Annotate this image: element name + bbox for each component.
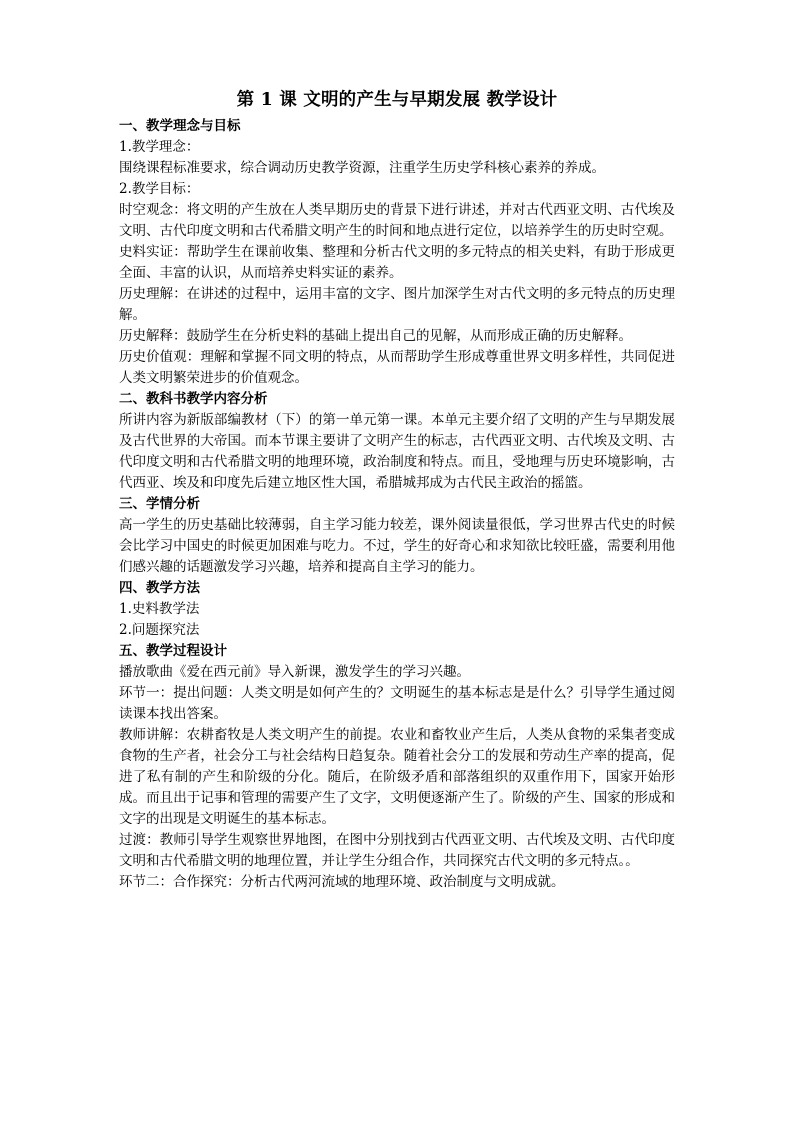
paragraph-teacher-explanation: 教师讲解：农耕畜牧是人类文明产生的前提。农业和畜牧业产生后，人类从食物的采集者变成食物的生产者，社会分工与社会结构日趋复杂。随着社会分工的发展和劳动生产率的提高，促进了私有制的产生和阶级的分化。随后，在阶级矛盾和部落组织的双重作用下，国家开始形成。而且出于记事和管理的需要产生了文字，文明便逐渐产生了。阶级的产生、国家的形成和文字的出现是文明诞生的基本标志。	[119, 727, 675, 827]
paragraph-intro-song: 播放歌曲《爱在西元前》导入新课，激发学生的学习兴趣。	[119, 664, 470, 680]
paragraph-teaching-goals-label: 2.教学目标：	[119, 181, 200, 197]
document-body	[119, 88, 675, 893]
paragraph-step-two: 环节二：合作探究：分析古代两河流域的地理环境、政治制度与文明成就。	[119, 874, 565, 890]
paragraph-understanding: 历史理解：在讲述的过程中，运用丰富的文字、图片加深学生对古代文明的多元特点的历史理解。	[119, 286, 675, 323]
paragraph-evidence: 史料实证：帮助学生在课前收集、整理和分析古代文明的多元特点的相关史料，有助于形成更全面、丰富的认识，从而培养史料实证的素养。	[119, 244, 675, 281]
section-heading-1: 一、教学理念与目标	[119, 118, 241, 134]
paragraph-teaching-philosophy: 围绕课程标准要求，综合调动历史教学资源，注重学生历史学科核心素养的养成。	[119, 160, 605, 176]
paragraph-method-2: 2.问题探究法	[119, 622, 200, 638]
paragraph-explanation: 历史解释：鼓励学生在分析史料的基础上提出自己的见解，从而形成正确的历史解释。	[119, 328, 632, 344]
page-title: 第 1 课 文明的产生与早期发展 教学设计	[236, 90, 558, 110]
paragraph-transition: 过渡：教师引导学生观察世界地图，在图中分别找到古代西亚文明、古代埃及文明、古代印度文明和古代希腊文明的地理位置，并让学生分组合作，共同探究古代文明的多元特点。。	[119, 832, 675, 869]
paragraph-content-analysis: 所讲内容为新版部编教材（下）的第一单元第一课。本单元主要介绍了文明的产生与早期发展及古代世界的大帝国。而本节课主要讲了文明产生的标志，古代西亚文明、古代埃及文明、古代印度文明和古代希腊文明的地理环境，政治制度和特点。而且，受地理与历史环境影响，古代西亚、埃及和印度先后建立地区性大国，希腊城邦成为古代民主政治的摇篮。	[119, 412, 675, 491]
section-heading-5: 五、教学过程设计	[119, 643, 227, 659]
paragraph-teaching-philosophy-label: 1.教学理念：	[119, 139, 200, 155]
paragraph-step-one: 环节一：提出问题：人类文明是如何产生的？文明诞生的基本标志是是什么？引导学生通过阅读课本找出答案。	[119, 685, 675, 722]
paragraph-values: 历史价值观：理解和掌握不同文明的特点，从而帮助学生形成尊重世界文明多样性，共同促进人类文明繁荣进步的价值观念。	[119, 349, 675, 386]
section-heading-2: 二、教科书教学内容分析	[119, 391, 268, 407]
paragraph-time-space: 时空观念：将文明的产生放在人类早期历史的背景下进行讲述，并对古代西亚文明、古代埃及文明、古代印度文明和古代希腊文明产生的时间和地点进行定位，以培养学生的历史时空观。	[119, 202, 675, 239]
paragraph-student-analysis: 高一学生的历史基础比较薄弱，自主学习能力较差，课外阅读量很低，学习世界古代史的时候会比学习中国史的时候更加困难与吃力。不过，学生的好奇心和求知欲比较旺盛，需要利用他们感兴趣的话题激发学习兴趣，培养和提高自主学习的能力。	[119, 517, 675, 575]
paragraph-method-1: 1.史料教学法	[119, 601, 200, 617]
section-heading-3: 三、学情分析	[119, 496, 200, 512]
section-heading-4: 四、教学方法	[119, 580, 200, 596]
